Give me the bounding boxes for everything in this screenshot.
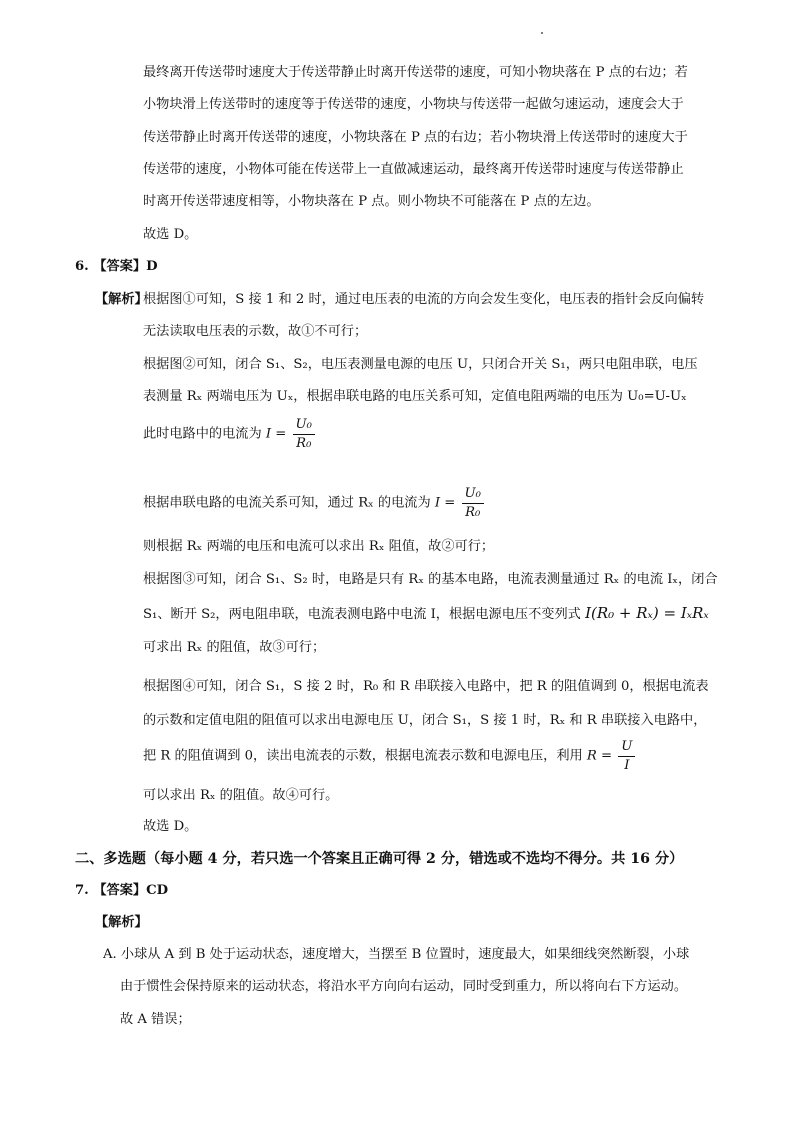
paragraph-line: 小物块滑上传送带时的速度等于传送带的速度，小物块与传送带一起做匀速运动，速度会大于 xyxy=(143,97,684,112)
fraction xyxy=(462,485,484,522)
q7-option-a-line: 由于惯性会保持原来的运动状态，将沿水平方向向右运动，同时受到重力，所以将向右下方运动。 xyxy=(120,979,688,994)
corner-dot xyxy=(541,32,543,34)
paragraph-line: 传送带的速度，小物体可能在传送带上一直做减速运动，最终离开传送带时速度与传送带静止 xyxy=(143,162,684,177)
q6-line-text: 此时电路中的电流为 xyxy=(143,426,262,442)
q6-resistance-formula-line xyxy=(143,738,637,775)
fraction xyxy=(618,738,635,775)
q6-line-text: S₁、断开 S₂，两电阻串联，电流表测电路中电流 I，根据电源电压不变列式 xyxy=(143,607,581,622)
q6-line: 则根据 Rₓ 两端的电压和电流可以求出 Rₓ 阻值，故②可行； xyxy=(143,539,495,554)
q6-line-text: 把 R 的阻值调到 0，读出电流表的示数，根据电流表示数和电源电压，利用 xyxy=(143,748,583,764)
q6-line-text: 根据串联电路的电流关系可知，通过 Rₓ 的电流为 xyxy=(143,495,431,511)
fraction-denominator: R₀ xyxy=(296,436,312,451)
fraction-numerator: U xyxy=(618,738,635,757)
formula-lhs: I = xyxy=(434,495,456,511)
q6-answer-label: 6. 【答案】D xyxy=(75,259,158,274)
q6-line: 根据图④可知，闭合 S₁，S 接 2 时，R₀ 和 R 串联接入电路中，把 R 的阻值调到 0，根据电流表 xyxy=(143,679,709,694)
fraction-numerator: U₀ xyxy=(462,485,484,504)
q6-line: 根据图①可知，S 接 1 和 2 时，通过电压表的电流的方向会发生变化，电压表的指针会反向偏转 xyxy=(143,292,705,307)
q6-line: 的示数和定值电阻的阻值可以求出电源电压 U，闭合 S₁，S 接 1 时，Rₓ 和 R 串联接入电路中， xyxy=(143,713,707,728)
q6-current-formula-line xyxy=(143,416,317,453)
q6-line: 无法读取电压表的示数，故①不可行； xyxy=(143,324,368,339)
paragraph-line: 最终离开传送带时速度大于传送带静止时离开传送带的速度，可知小物块落在 P 点的右边；若 xyxy=(143,65,688,80)
formula-lhs: R = xyxy=(586,748,613,764)
q6-line: 根据图③可知，闭合 S₁、S₂ 时，电路是只有 Rₓ 的基本电路，电流表测量通过 Rₓ 的电流 Iₓ，闭合 xyxy=(143,572,718,587)
conclusion-line: 故选 D。 xyxy=(143,819,198,834)
section-title: 二、多选题（每小题 4 分，若只选一个答案且正确可得 2 分，错选或不选均不得分。共 16 分） xyxy=(75,851,684,867)
series-formula: I(R₀ + Rₓ) = IₓRₓ xyxy=(585,604,709,622)
paragraph-line: 传送带静止时离开传送带的速度，小物块落在 P 点的右边；若小物块滑上传送带时的速度大于 xyxy=(143,130,688,145)
q7-option-a-line: A. 小球从 A 到 B 处于运动状态，速度增大，当摆至 B 位置时，速度最大，如果细线突然断裂，小球 xyxy=(103,947,690,962)
fraction xyxy=(293,416,315,453)
formula-lhs: I = xyxy=(265,426,287,442)
fraction-denominator: R₀ xyxy=(465,505,481,520)
q7-analysis-label: 【解析】 xyxy=(95,915,148,930)
q7-answer-label: 7. 【答案】CD xyxy=(75,883,169,898)
q6-formula-line xyxy=(143,604,709,624)
q6-line: 可求出 Rₓ 的阻值，故③可行； xyxy=(143,640,326,655)
q6-line: 根据图②可知，闭合 S₁、S₂，电压表测量电源的电压 U，只闭合开关 S₁，两只电阻串联，电压 xyxy=(143,357,698,372)
fraction-denominator: I xyxy=(624,758,630,773)
q6-line: 可以求出 Rₓ 的阻值。故④可行。 xyxy=(143,788,339,803)
fraction-numerator: U₀ xyxy=(293,416,315,435)
conclusion-line: 故选 D。 xyxy=(143,227,198,242)
q6-current-formula-line-2 xyxy=(143,485,486,522)
paragraph-line: 时离开传送带速度相等，小物块落在 P 点。则小物块不可能落在 P 点的左边。 xyxy=(143,194,600,209)
q6-analysis-label: 【解析】 xyxy=(95,292,148,307)
q7-option-a-line: 故 A 错误； xyxy=(120,1012,191,1027)
q6-line: 表测量 Rₓ 两端电压为 Uₓ，根据串联电路的电压关系可知，定值电阻两端的电压为 U₀=U-Uₓ xyxy=(143,389,687,404)
